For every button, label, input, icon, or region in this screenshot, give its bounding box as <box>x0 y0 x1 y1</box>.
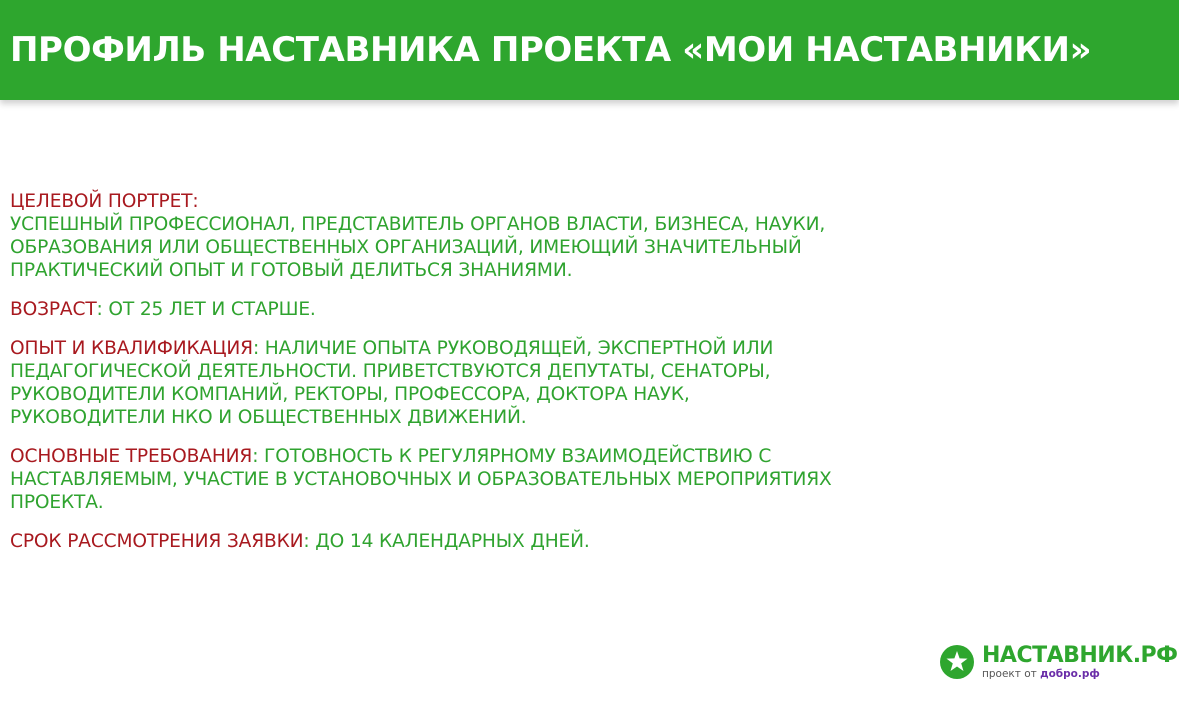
logo-name: НАСТАВНИК.РФ <box>982 643 1178 668</box>
section-text: РУКОВОДИТЕЛИ НКО И ОБЩЕСТВЕННЫХ ДВИЖЕНИЙ. <box>10 407 527 428</box>
header-bar <box>0 0 1179 100</box>
section-text: ОБРАЗОВАНИЯ ИЛИ ОБЩЕСТВЕННЫХ ОРГАНИЗАЦИЙ, ИМЕЮЩИЙ ЗНАЧИТЕЛЬНЫЙ <box>10 237 802 258</box>
section-label: ОСНОВНЫЕ ТРЕБОВАНИЯ <box>10 446 253 467</box>
section-experience <box>10 337 1110 429</box>
section-label: ЦЕЛЕВОЙ ПОРТРЕТ: <box>10 191 199 212</box>
section-text: : ГОТОВНОСТЬ К РЕГУЛЯРНОМУ ВЗАИМОДЕЙСТВИЮ С <box>252 446 772 467</box>
section-text: ПЕДАГОГИЧЕСКОЙ ДЕЯТЕЛЬНОСТИ. ПРИВЕТСТВУЮТСЯ ДЕПУТАТЫ, СЕНАТОРЫ, <box>10 361 771 382</box>
section-target-portrait <box>10 190 1110 282</box>
section-text: : ОТ 25 ЛЕТ И СТАРШЕ. <box>96 299 316 320</box>
star-icon <box>940 645 974 679</box>
section-text: : НАЛИЧИЕ ОПЫТА РУКОВОДЯЩЕЙ, ЭКСПЕРТНОЙ ИЛИ <box>252 338 774 359</box>
section-label: ВОЗРАСТ <box>10 299 97 320</box>
page-title: ПРОФИЛЬ НАСТАВНИКА ПРОЕКТА «МОИ НАСТАВНИКИ» <box>10 30 1092 70</box>
section-text: ПРАКТИЧЕСКИЙ ОПЫТ И ГОТОВЫЙ ДЕЛИТЬСЯ ЗНАНИЯМИ. <box>10 260 573 281</box>
section-label: ОПЫТ И КВАЛИФИКАЦИЯ <box>10 338 253 359</box>
section-text: : ДО 14 КАЛЕНДАРНЫХ ДНЕЙ. <box>303 531 590 552</box>
section-text: УСПЕШНЫЙ ПРОФЕССИОНАЛ, ПРЕДСТАВИТЕЛЬ ОРГАНОВ ВЛАСТИ, БИЗНЕСА, НАУКИ, <box>10 214 826 235</box>
logo <box>940 643 1179 683</box>
section-review-period <box>10 530 1110 553</box>
section-text: РУКОВОДИТЕЛИ КОМПАНИЙ, РЕКТОРЫ, ПРОФЕССОРА, ДОКТОРА НАУК, <box>10 384 690 405</box>
section-label: СРОК РАССМОТРЕНИЯ ЗАЯВКИ <box>10 531 304 552</box>
content <box>10 190 1110 569</box>
section-age <box>10 298 1110 321</box>
logo-subtitle <box>982 667 1100 681</box>
section-text: НАСТАВЛЯЕМЫМ, УЧАСТИЕ В УСТАНОВОЧНЫХ И ОБРАЗОВАТЕЛЬНЫХ МЕРОПРИЯТИЯХ <box>10 469 832 490</box>
section-text: ПРОЕКТА. <box>10 492 104 513</box>
logo-subtitle-brand: добро.рф <box>1040 668 1100 680</box>
section-requirements <box>10 445 1110 514</box>
logo-subtitle-prefix: проект от <box>982 668 1041 680</box>
